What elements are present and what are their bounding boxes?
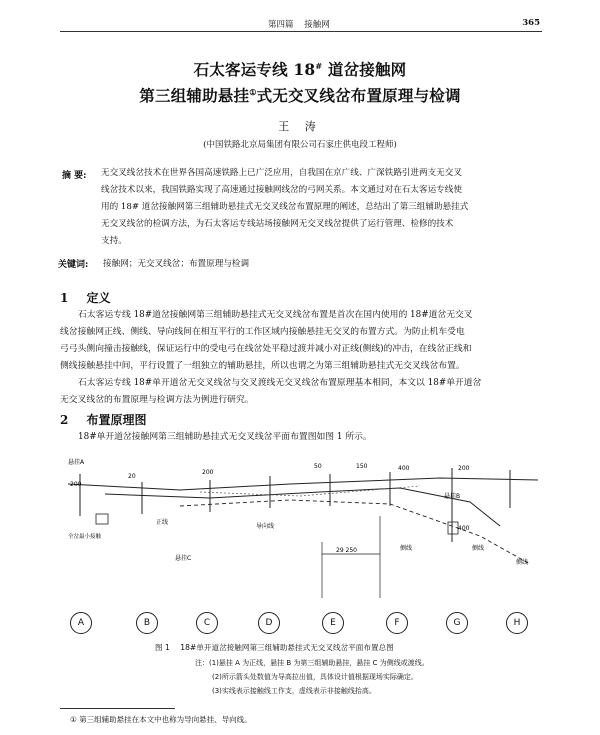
para-line: 无交叉线岔的布置原理与检调方法为例进行研究。 <box>60 395 254 405</box>
affiliation: (中国铁路北京局集团有限公司石家庄供电段工程师) <box>203 140 397 150</box>
figure-note: (2)所示箭头处数值为导高拉出值，具体设计值根据现场实际确定。 <box>212 673 418 681</box>
abstract-body <box>101 165 551 250</box>
author: 王 涛 <box>278 120 322 133</box>
section1-para1 <box>60 307 550 375</box>
abstract-line: 用的 18# 道岔接触网第三组辅助悬挂式无交叉线岔布置原理的阐述，总结出了第三组辅助悬挂式 <box>101 202 469 212</box>
anchor-box <box>96 514 108 524</box>
section1-para2 <box>60 375 550 409</box>
marker-g: G <box>446 612 468 634</box>
para-line: 石太客运专线 18#单开道岔无交叉线岔与交叉渡线无交叉线岔布置原理基本相同，本文以 18#单开道岔 <box>78 378 482 388</box>
title-line1-sup: # <box>315 60 323 71</box>
dim-label: 150 <box>356 463 368 470</box>
dim-label: 50 <box>314 463 322 470</box>
side-label: 侧线 <box>472 545 485 552</box>
keywords-label: 关键词: <box>58 260 89 270</box>
title-footnote-mark: ① <box>249 86 257 97</box>
footnote: ① 第三组辅助悬挂在本文中也称为导向悬挂、导向线。 <box>70 715 252 724</box>
title-line1-text-end: 道岔接触网 <box>322 60 407 79</box>
marker-c: C <box>196 612 218 634</box>
figure-note: (3)实线表示接触线工作支，虚线表示非接触线抬高。 <box>212 687 376 695</box>
marker-e: E <box>322 612 344 634</box>
para-line: 线岔接触网正线、侧线、导向线间在相互平行的工作区域内接触悬挂无交叉的布置方式。为防止机车受电 <box>60 327 465 337</box>
marker-a: A <box>70 612 92 634</box>
section2-title: 布置原理图 <box>86 413 147 427</box>
section1-title: 定义 <box>86 291 111 305</box>
header-section: 接触网 <box>304 20 330 30</box>
dim-label: 20 <box>128 473 136 480</box>
dim-label: 200 <box>202 469 214 476</box>
abstract-line: 线岔技术以来，我国铁路实现了高速通过接触网线岔的弓网关系。本文通过对在石太客运专线使 <box>101 185 462 195</box>
abstract-label: 摘 要: <box>62 171 87 181</box>
tag-suspension-a: 悬挂A <box>68 459 85 466</box>
main-line-wire <box>68 478 538 490</box>
caption-text: 18#单开道岔接触网第三组辅助悬挂式无交叉线岔平面布置总图 <box>180 643 394 652</box>
page-number: 365 <box>522 18 540 28</box>
title-line2-text-end: 式无交叉线岔布置原理与检调 <box>256 86 461 105</box>
caption-number: 图 1 <box>155 643 170 652</box>
section2-intro: 18#单开道岔接触网第三组辅助悬挂式无交叉线岔平面布置图如图 1 所示。 <box>78 432 372 442</box>
marker-h: H <box>506 612 528 634</box>
turnout-label: 全岔最小接触 <box>68 534 102 540</box>
section2-number: 2 <box>60 413 69 427</box>
side-wire-dashed <box>180 500 530 564</box>
marker-d: D <box>258 612 280 634</box>
abstract-line: 支持。 <box>101 236 127 246</box>
section2-heading <box>60 411 147 428</box>
marker-f: F <box>386 612 408 634</box>
dim-label: 400 <box>458 525 470 532</box>
title-line1 <box>0 58 600 80</box>
abstract-line: 无交叉线岔的检调方法，为石太客运专线站场接触网无交叉线岔提供了运行管理、检修的技术 <box>101 219 454 229</box>
abstract-line: 无交叉线岔技术在世界各国高速铁路上已广泛应用，自我国在京广线、广深铁路引进两支无交叉 <box>101 168 462 178</box>
section1-heading <box>60 289 111 306</box>
tag-suspension-b: 悬挂B <box>444 493 461 500</box>
guide-label: 导向线 <box>256 523 275 530</box>
dim-label: 200 <box>70 481 82 488</box>
para-line: 石太客运专线 18#道岔接触网第三组辅助悬挂式无交叉线岔布置是首次在国内使用的 18#道岔无交叉 <box>78 310 473 320</box>
title-line1-text: 石太客运专线 18 <box>193 60 316 79</box>
header-rule <box>60 31 542 32</box>
main-label: 正线 <box>156 519 169 526</box>
header-chapter: 第四篇 <box>268 20 294 30</box>
footnote-rule <box>60 708 175 709</box>
side-label: 侧线 <box>400 545 413 552</box>
para-line: 侧线接触悬挂中间，平行设置了一组独立的辅助悬挂，所以也谓之为第三组辅助悬挂式无交叉线岔布置。 <box>60 361 465 371</box>
figure-1-diagram <box>60 446 540 638</box>
dim-label: 29 250 <box>336 547 357 554</box>
dim-label: 400 <box>398 465 410 472</box>
figure-note: 注：(1)悬挂 A 为正线，悬挂 B 为第三组辅助悬挂，悬挂 C 为侧线或渡线。 <box>195 659 429 667</box>
keywords-text: 接触网；无交叉线岔；布置原理与检调 <box>103 259 250 269</box>
dim-label: 200 <box>458 465 470 472</box>
running-header <box>268 18 330 30</box>
para-line: 弓弓头侧向撞击接触线，保证运行中的受电弓在线岔处平稳过渡并减小对正线(侧线)的冲击，在线岔正线和 <box>60 344 472 354</box>
title-line2-text: 第三组辅助悬挂 <box>139 86 250 105</box>
section1-number: 1 <box>60 291 69 305</box>
pole-group <box>80 468 510 542</box>
title-line2 <box>0 84 600 106</box>
figure-caption <box>155 642 394 653</box>
tag-suspension-c: 悬挂C <box>175 555 192 562</box>
branch-label: 侧线 <box>516 559 529 566</box>
marker-b: B <box>136 612 158 634</box>
